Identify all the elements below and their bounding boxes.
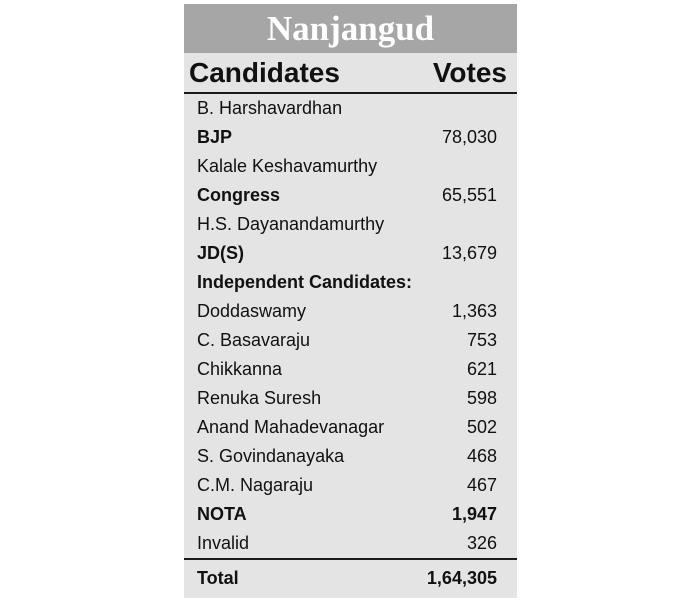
nota-label: NOTA: [197, 504, 247, 524]
vote-count: 326: [466, 533, 497, 553]
candidate-name: C. Basavaraju: [197, 330, 311, 350]
results-list: [184, 94, 517, 558]
party-name: BJP: [197, 127, 233, 147]
candidate-row: [184, 384, 517, 413]
vote-count: 1,363: [451, 301, 497, 321]
party-row: [184, 123, 517, 152]
candidate-row: [184, 152, 517, 181]
section-heading-row: [184, 268, 517, 297]
vote-count: 753: [466, 330, 497, 350]
party-row: [184, 181, 517, 210]
candidate-row: [184, 94, 517, 123]
invalid-label: Invalid: [197, 533, 250, 553]
constituency-title: Nanjangud: [184, 4, 517, 53]
candidates-column-header: Candidates: [189, 57, 340, 88]
candidate-name: S. Govindanayaka: [197, 446, 345, 466]
nota-row: [184, 500, 517, 529]
party-name: Congress: [197, 185, 281, 205]
total-votes: 1,64,305: [426, 568, 497, 588]
vote-count: 13,679: [441, 243, 497, 263]
candidate-row: [184, 297, 517, 326]
table-header: [184, 53, 517, 94]
vote-count: 598: [466, 388, 497, 408]
candidate-row: [184, 210, 517, 239]
vote-count: 468: [466, 446, 497, 466]
vote-count: 621: [466, 359, 497, 379]
total-row: [184, 558, 517, 598]
results-card: [184, 4, 517, 598]
candidate-name: C.M. Nagaraju: [197, 475, 314, 495]
section-heading: Independent Candidates:: [197, 272, 413, 292]
candidate-name: B. Harshavardhan: [197, 98, 343, 118]
candidate-name: H.S. Dayanandamurthy: [197, 214, 385, 234]
candidate-name: Anand Mahadevanagar: [197, 417, 385, 437]
candidate-row: [184, 355, 517, 384]
vote-count: 1,947: [451, 504, 497, 524]
candidate-row: [184, 442, 517, 471]
candidate-row: [184, 326, 517, 355]
vote-count: 502: [466, 417, 497, 437]
party-row: [184, 239, 517, 268]
candidate-row: [184, 471, 517, 500]
candidate-name: Doddaswamy: [197, 301, 307, 321]
candidate-name: Chikkanna: [197, 359, 283, 379]
vote-count: 65,551: [441, 185, 497, 205]
votes-column-header: Votes: [432, 57, 507, 88]
candidate-row: [184, 413, 517, 442]
total-label: Total: [197, 568, 239, 588]
candidate-name: Renuka Suresh: [197, 388, 322, 408]
vote-count: 78,030: [441, 127, 497, 147]
candidate-name: Kalale Keshavamurthy: [197, 156, 378, 176]
party-name: JD(S): [197, 243, 245, 263]
invalid-row: [184, 529, 517, 558]
vote-count: 467: [466, 475, 497, 495]
